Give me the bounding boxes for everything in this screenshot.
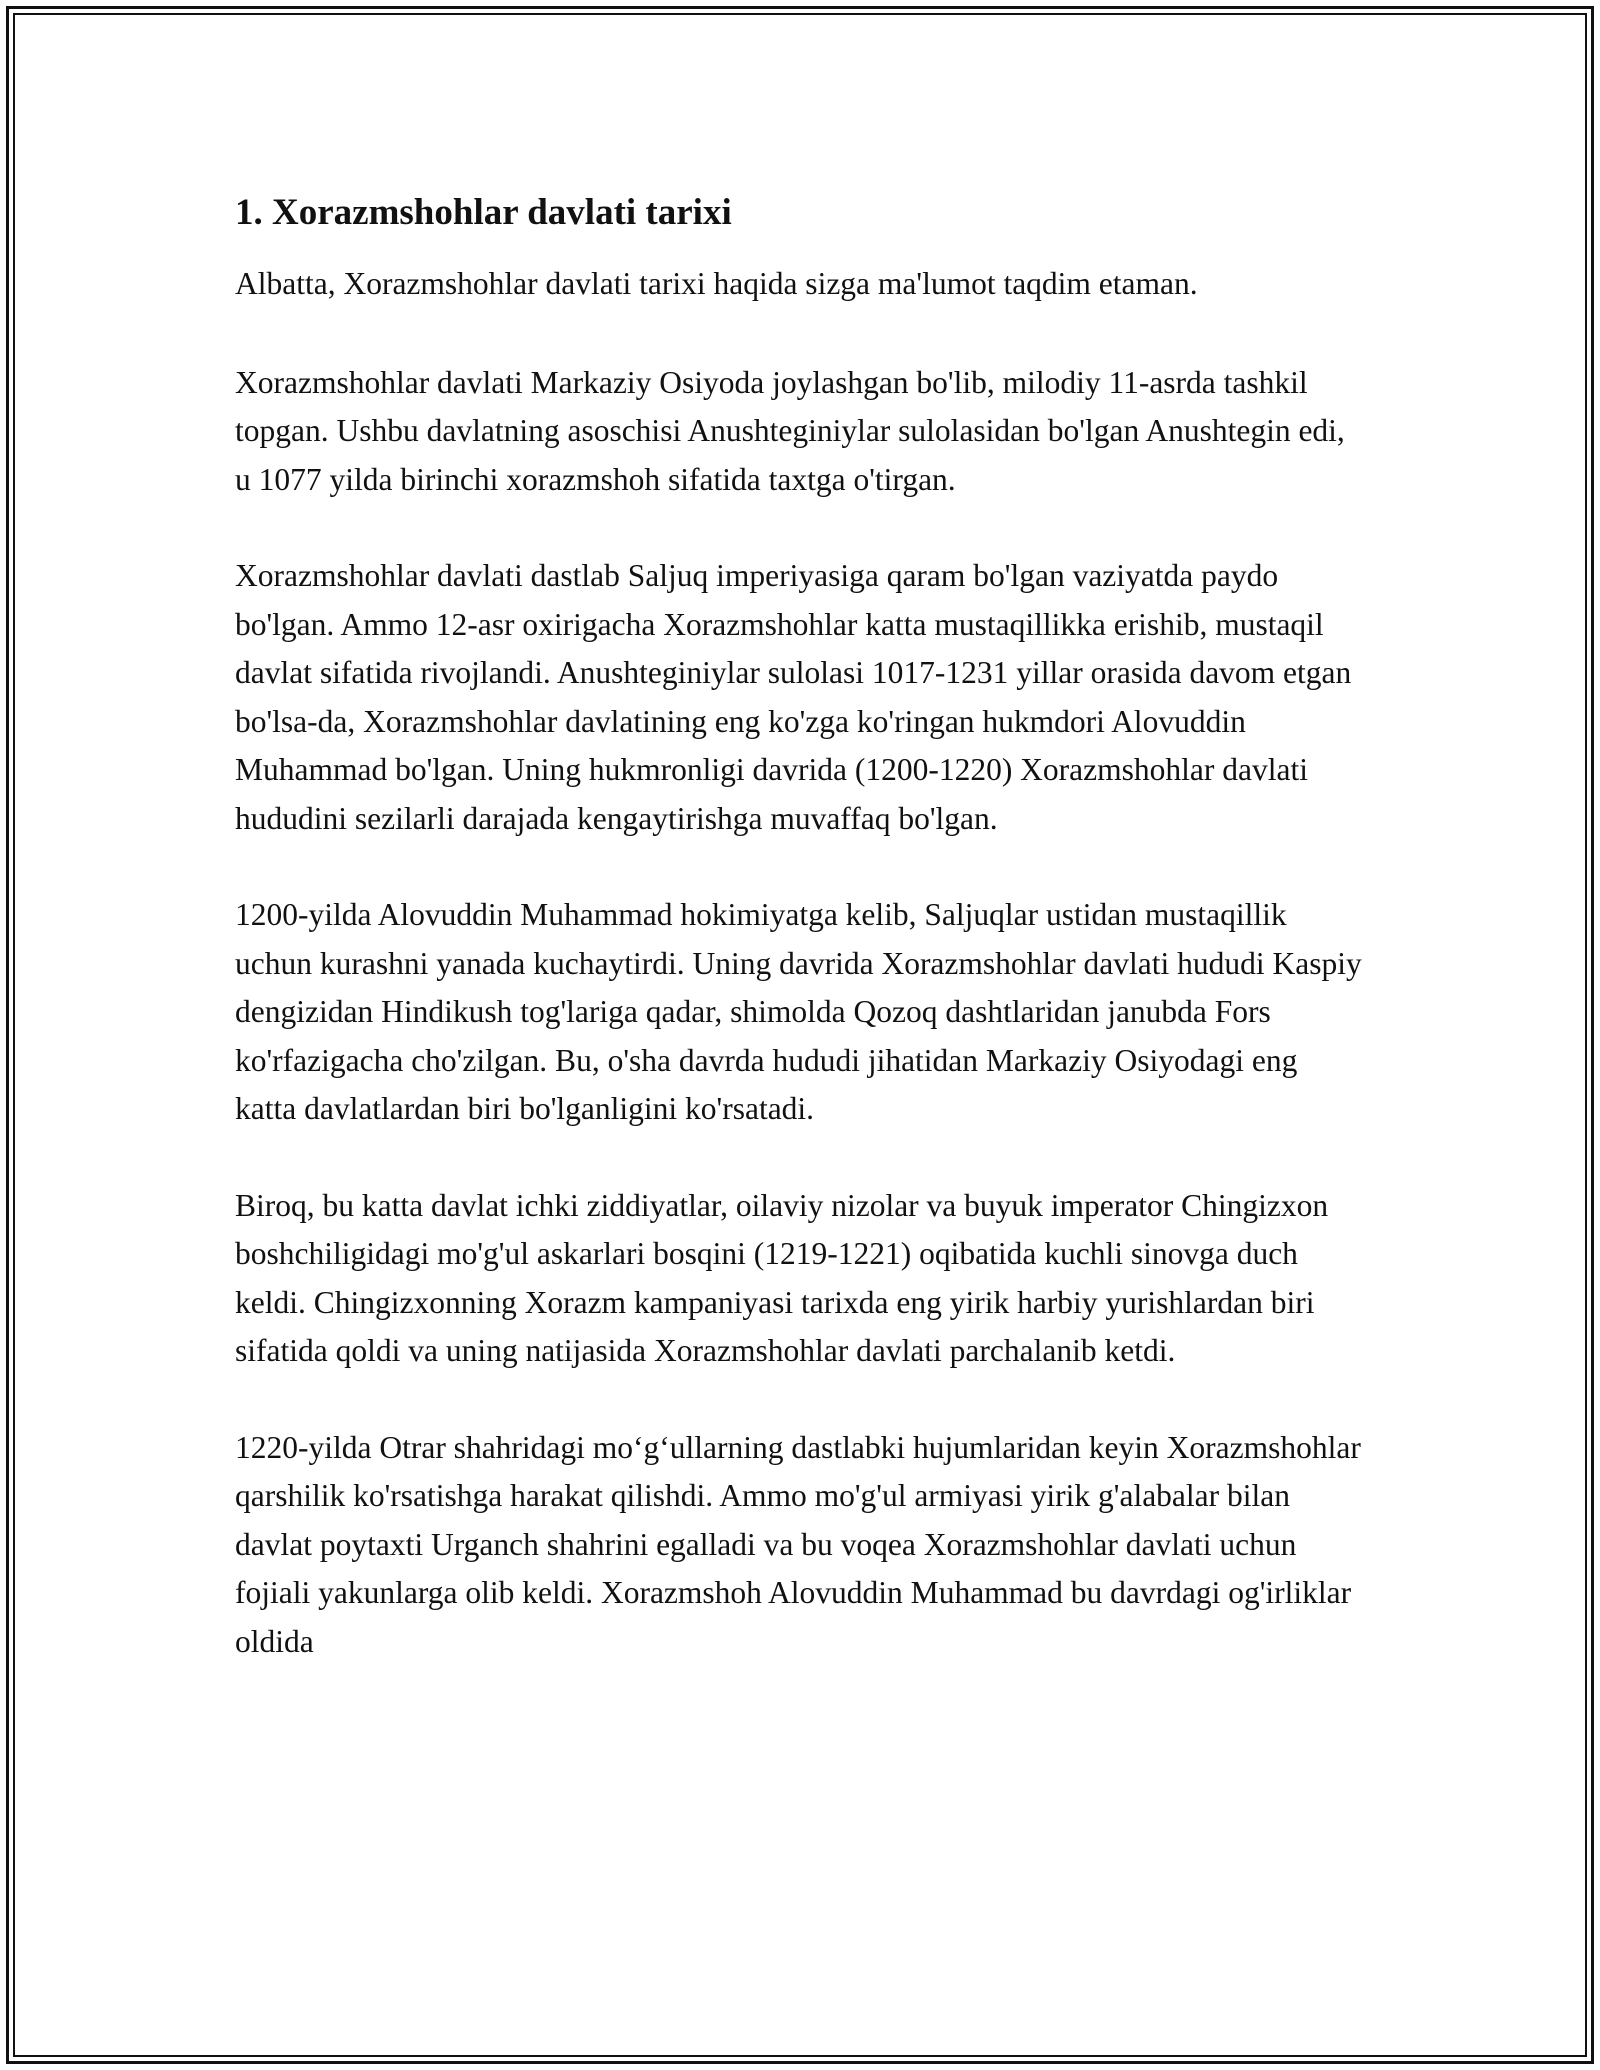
paragraph-fall: 1220-yilda Otrar shahridagi mo‘g‘ullarning dastlabki hujumlaridan keyin Xorazmshohlar qarshilik ko'rsatishga harakat qilishdi. Ammo mo'g'ul armiyasi yirik g'alabalar bilan davlat poytaxti Urganch shahrini egalladi va bu voqea Xorazmshohlar davlati uchun fojiali yakunlarga olib keldi. Xorazmshoh Alovuddin Muhammad bu davrdagi og'irliklar oldida bbox=[235, 1429, 1361, 1659]
paragraph-expansion: 1200-yilda Alovuddin Muhammad hokimiyatga kelib, Saljuqlar ustidan mustaqillik uchun kurashni yanada kuchaytirdi. Uning davrida Xorazmshohlar davlati hududi Kaspiy dengizidan Hindikush tog'lariga qadar, shimolda Qozoq dashtlaridan janubda Fors ko'rfazigacha cho'zilgan. Bu, o'sha davrda hududi jihatidan Markaziy Osiyodagi eng katta davlatlardan biri bo'lganligini ko'rsatadi. bbox=[235, 897, 1362, 1126]
paragraph-mongol-invasion: Biroq, bu katta davlat ichki ziddiyatlar, oilaviy nizolar va buyuk imperator Chingizxon boshchiligidagi mo'g'ul askarlari bosqini (1219-1221) oqibatida kuchli sinovga duch keldi. Chingizxonning Xorazm kampaniyasi tarixda eng yirik harbiy yurishlardan biri sifatida qoldi va uning natijasida Xorazmshohlar davlati parchalanib ketdi. bbox=[235, 1187, 1329, 1368]
paragraph-independence: Xorazmshohlar davlati dastlab Saljuq imperiyasiga qaram bo'lgan vaziyatda paydo bo'lgan. Ammo 12-asr oxirigacha Xorazmshohlar katta mustaqillikka erishib, mustaqil davlat sifatida rivojlandi. Anushteginiylar sulolasi 1017-1231 yillar orasida davom etgan bo'lsa-da, Xorazmshohlar davlatining eng ko'zga ko'ringan hukmdori Alovuddin Muhammad bo'lgan. Uning hukmronligi davrida (1200-1220) Xorazmshohlar davlati hududini sezilarli darajada kengaytirishga muvaffaq bo'lgan. bbox=[235, 558, 1352, 836]
paragraph-founding: Xorazmshohlar davlati Markaziy Osiyoda joylashgan bo'lib, milodiy 11-asrda tashkil topgan. Ushbu davlatning asoschisi Anushteginiylar sulolasidan bo'lgan Anushtegin edi, u 1077 yilda birinchi xorazmshoh sifatida taxtga o'tirgan. bbox=[235, 364, 1345, 497]
document-title: 1. Xorazmshohlar davlati tarixi bbox=[235, 192, 732, 233]
document-body bbox=[235, 188, 1365, 1714]
paragraph-intro: Albatta, Xorazmshohlar davlati tarixi haqida sizga ma'lumot taqdim etaman. bbox=[235, 266, 1198, 301]
